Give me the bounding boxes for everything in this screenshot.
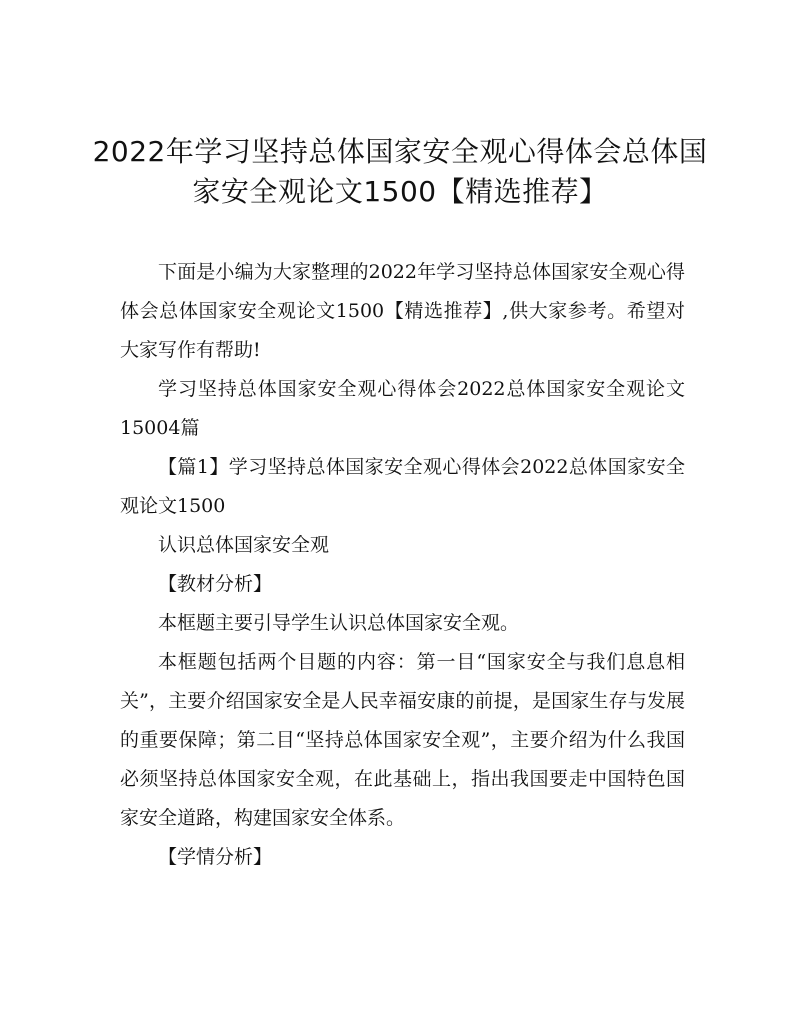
collection-title-paragraph: 学习坚持总体国家安全观心得体会2022总体国家安全观论文15004篇 bbox=[120, 378, 685, 439]
student-analysis-heading: 【学情分析】 bbox=[158, 846, 273, 868]
section-title: 认识总体国家安全观 bbox=[158, 534, 330, 556]
analysis-summary-paragraph: 本框题主要引导学生认识总体国家安全观。 bbox=[158, 612, 520, 634]
content-description-paragraph: 本框题包括两个目题的内容：第一目“国家安全与我们息息相关”，主要介绍国家安全是人民幸福安康的前提，是国家生存与发展的重要保障；第二目“坚持总体国家安全观”，主要介绍为什么我国必须坚持总体国家安全观，在此基础上，指出我国要走中国特色国家安全道路，构建国家安全体系。 bbox=[120, 651, 685, 829]
article-heading: 【篇1】学习坚持总体国家安全观心得体会2022总体国家安全观论文1500 bbox=[120, 456, 685, 517]
intro-paragraph: 下面是小编为大家整理的2022年学习坚持总体国家安全观心得体会总体国家安全观论文1500【精选推荐】,供大家参考。希望对大家写作有帮助! bbox=[120, 261, 685, 361]
textbook-analysis-heading: 【教材分析】 bbox=[158, 573, 273, 595]
document-title: 2022年学习坚持总体国家安全观心得体会总体国家安全观论文1500【精选推荐】 bbox=[92, 135, 708, 208]
document-body bbox=[120, 253, 685, 877]
